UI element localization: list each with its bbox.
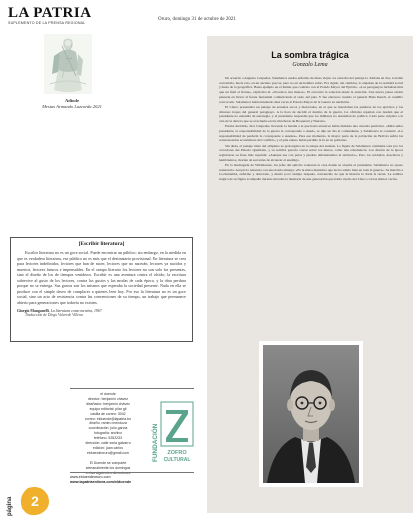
artwork-image — [44, 34, 92, 94]
article-paragraph: Estaba decidido, dice Céspedes, llevando la batalla a la que hasta entonces había llamado una cruzada patriótica. «Mire señor presidente, la responsabilidad de la guerra le corresponde a usted», le dijo un día el comandante, y Salamanca le contestó: «La responsabilidad de perderla le corresponde a ustedes». Para ese momento, la mayor parte de la población de Bolivia sufría las consecuencias económicas del conflicto, y el país entero había perdido la fe en su gobierno. — [219, 124, 403, 143]
quote-body: Escribir literatura no es un goce social. Puede encontrar un público; sin embargo, en la medida en que es verdadera literatura, ese público no es más que el destinatario provisional. En literatura se crea para lectores indefinidos, lectores que han de nacer, lectores que no nacerán, lectores ya nacidos y muertos, lectores futuros e impensables. En el campo literario los lectores no son solo los presentes, sino el diseño de los de tiempos venideros. Escribir es una aventura contra el olvido; la escritura sobrevive al gusto de los lectores, contra los gustos y las modas de cada época, y la obra perdura porque no se entrega. Sus gustos son los mismos que esperaba la sociedad presente. Nada en ella se produce con el simple deseo de complacer a quienes leen hoy. Por eso la literatura no es un goce social, sino un acto de resistencia contra las convenciones de su tiempo, un trabajo que permanece abierto para generaciones que todavía no existen. — [17, 250, 186, 305]
page-number: 2 — [31, 493, 39, 509]
foundation-name: ZOFRO — [167, 450, 187, 456]
quote-source: Giorgio Manganelli, La literatura como mentira, 1967 — [17, 309, 102, 313]
artwork-title: Adiode — [64, 98, 80, 103]
credits-line: edición: juan carlos — [93, 445, 123, 450]
masthead — [8, 6, 128, 25]
artwork-caption — [22, 98, 122, 110]
credits-line: correo: elduende@lapatria.bo — [84, 416, 132, 421]
credits-line: casilla de correo: 3042 — [90, 411, 126, 416]
page-number-badge — [6, 482, 66, 518]
credits-line: semanalmente los domingos — [85, 465, 131, 470]
credits-block — [70, 392, 146, 475]
article-body — [219, 76, 403, 338]
quote-source-work: La literatura como mentira, 1967 — [50, 309, 102, 313]
credits-line: diseño: ramiro mendoza — [89, 421, 127, 426]
credits-line: fotografía: archivo — [93, 431, 122, 436]
credits-line: director: benjamín chávez — [87, 396, 129, 401]
credits-line: equipo editorial: pilar gil — [89, 406, 127, 411]
article-author: Gonzalo Lema — [292, 62, 328, 68]
portrait-photo — [259, 341, 363, 487]
credits-bottom-rule — [70, 472, 194, 473]
article-title: La sombra trágica — [271, 50, 349, 60]
credits-line: elduendeoruro@gmail.com — [86, 450, 130, 455]
credits-top-rule — [70, 388, 194, 389]
foundation-label: FUNDACIÓN — [152, 423, 159, 462]
quote-source-author: Giorgio Manganelli — [17, 309, 49, 313]
artwork-illustration — [44, 34, 92, 94]
credits-line: teléfono: 5252233 — [93, 436, 123, 441]
credits-line: El Duende se comparte — [89, 460, 127, 465]
article-paragraph: En la madrugada de Villamontes, los jefes del ejército rodearon la casa donde se alojaba el presidente. Salamanca no opuso resistencia. Aceptó la renuncia con una ironía amarga: «Es la única maniobra que les ha salido bien en toda la guerra». Se marchó a Cochabamba, enfermo y derrotado, y murió poco tiempo después, convencido de que la historia le daría la razón. La sombra trágica de su figura acompañó durante décadas la memoria de una generación que había vuelto del Chaco con las manos vacías. — [219, 163, 403, 182]
credits-line: diseñador: benjamín chávez — [86, 401, 130, 406]
portrait-illustration — [263, 345, 359, 483]
newspaper-tagline: SUPLEMENTO DE LA PRENSA REGIONAL — [8, 21, 86, 25]
artwork-credit: Mestas Armando Lazcarda 2021 — [42, 104, 102, 109]
credits-line: el duende — [100, 392, 116, 396]
website-link-lapatria[interactable]: www.lapatriaenlinea.com/elduende — [70, 480, 132, 484]
article-paragraph: Sin duda, el paisaje triste del altiplano se prolongaba en la estepa del sudeste. La figura de Salamanca caminaba sola por los corredores del Palacio Quemado, y su sombra parecía crecer sobre los muros, como una advertencia. Los diarios de la época registraron su frase más repetida: «Aunque sea con palos y piedras defenderemos el territorio». Pero los soldados, descalzos y hambrientos, morían de sed antes de alcanzar el enemigo. — [219, 143, 403, 162]
article-paragraph: El Chaco presentaba un paisaje de arenales secos y matorrales, en el que se mezclaban las palabras de los ejércitos y las diversas tropas del general paraguayo. A la hora de decidir el destino de la guerra, los oficiales repetían con desdén que el presidente no entendía de estrategia, y el presidente respondía que los militares no entendían de política. Cada parte culpaba a la otra de la derrota que se avecinaba en las trincheras de Boquerón y Nanawa. — [219, 104, 403, 123]
quote-title: [Escribir literatura] — [78, 241, 125, 247]
article-panel — [207, 36, 413, 513]
credits-line: en las siguientes direcciones — [85, 470, 131, 475]
page-label: página — [7, 496, 13, 516]
website-link-elduende[interactable]: www.elduendeoruro.com — [70, 475, 111, 479]
credits-line: dirección: calle soria galvarro — [85, 441, 131, 446]
quote-translation: Traducción de Diego Valverde Villena — [25, 313, 83, 317]
quote-box — [10, 237, 193, 342]
newspaper-logo[interactable]: LA PATRIA — [8, 5, 92, 21]
credits-line: coordinación: julio garcía — [88, 426, 128, 431]
foundation-cultural: CULTURAL — [163, 457, 191, 463]
dateline: Oruro, domingo 31 de octubre de 2021 — [158, 17, 236, 22]
foundation-logo — [150, 398, 196, 470]
article-paragraph: De acuerdo a Augusto Céspedes, Salamanca estaba enfermo de ideas viejas. La estrecha del paisaje lo doblaba en dos, lo había convertido, hacía rato, en un anciano precoz, pero no en un hombre sabio. Era rígido, sin cambios, lo alejaban de la realidad social y hasta de la geográfica. Basta ejemplo en el llamar que contrato con el Estado Mayor del Ejército. «Los paraguayos luchaban más que un fusil al frente», explicaba él. «Nosotros tres menos». El encontró la solución desde la atención. Una nueva pausa estaba pensada en llevar al frente fantasmal comunicando el resto del país. Y fue entonces cuando el general Hans Kundt, el caudillo convocado. Salamanca había intentado diez veces al Estado Mayor de la Guerra su rendición. — [219, 76, 403, 104]
